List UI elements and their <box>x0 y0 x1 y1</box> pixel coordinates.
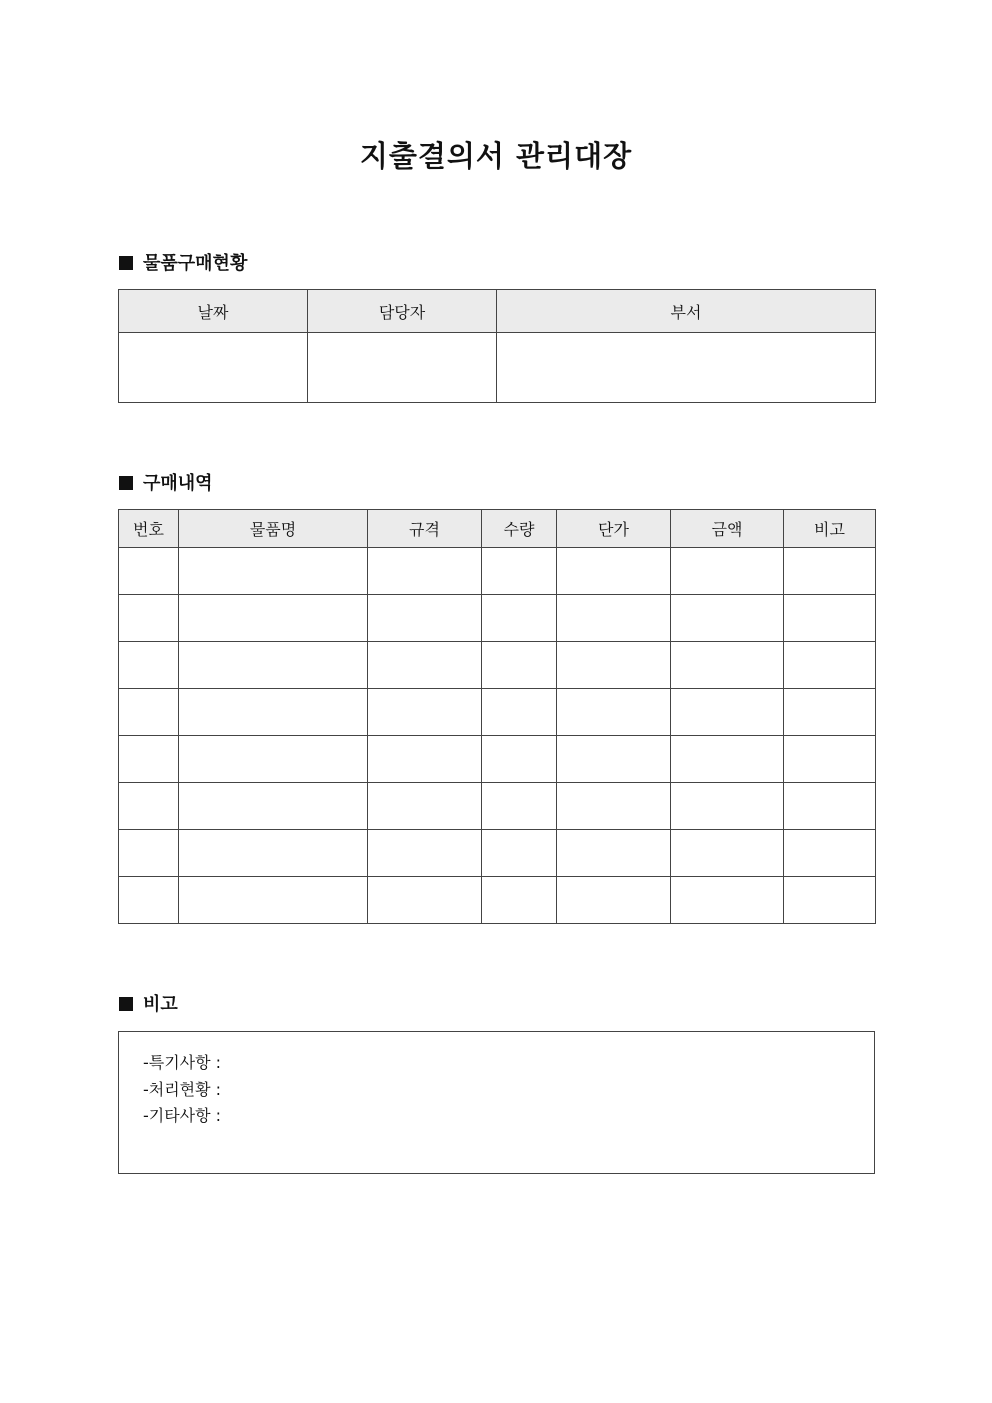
quantity-cell[interactable] <box>482 830 557 877</box>
remarks-list <box>119 1032 874 1130</box>
column-header-number: 번호 <box>119 510 179 548</box>
quantity-cell[interactable] <box>482 689 557 736</box>
remarks-special-notes: -특기사항 : <box>143 1053 222 1072</box>
spec-cell[interactable] <box>368 783 482 830</box>
amount-cell[interactable] <box>671 736 784 783</box>
quantity-cell[interactable] <box>482 595 557 642</box>
column-header-unit-price: 단가 <box>557 510 671 548</box>
remarks-box[interactable] <box>118 1031 875 1174</box>
note-cell[interactable] <box>784 689 876 736</box>
note-cell[interactable] <box>784 642 876 689</box>
number-cell[interactable] <box>119 689 179 736</box>
table-row <box>119 736 876 783</box>
number-cell[interactable] <box>119 595 179 642</box>
quantity-cell[interactable] <box>482 877 557 924</box>
number-cell[interactable] <box>119 877 179 924</box>
note-cell[interactable] <box>784 595 876 642</box>
remarks-heading-text: 비고 <box>143 994 178 1015</box>
item-name-cell[interactable] <box>179 642 368 689</box>
amount-cell[interactable] <box>671 877 784 924</box>
item-name-cell[interactable] <box>179 877 368 924</box>
spec-cell[interactable] <box>368 595 482 642</box>
square-bullet-icon <box>119 256 133 270</box>
spec-cell[interactable] <box>368 642 482 689</box>
purchase-details-heading-text: 구매내역 <box>143 473 213 494</box>
purchase-details-heading <box>119 471 213 497</box>
table-row <box>119 548 876 595</box>
quantity-cell[interactable] <box>482 736 557 783</box>
item-name-cell[interactable] <box>179 689 368 736</box>
item-name-cell[interactable] <box>179 783 368 830</box>
quantity-cell[interactable] <box>482 642 557 689</box>
document-title: 지출결의서 관리대장 <box>359 139 633 173</box>
quantity-cell[interactable] <box>482 548 557 595</box>
note-cell[interactable] <box>784 548 876 595</box>
table-row <box>119 689 876 736</box>
spec-cell[interactable] <box>368 689 482 736</box>
column-header-manager: 담당자 <box>308 290 497 333</box>
column-header-department: 부서 <box>497 290 876 333</box>
note-cell[interactable] <box>784 877 876 924</box>
unit-price-cell[interactable] <box>557 595 671 642</box>
amount-cell[interactable] <box>671 548 784 595</box>
column-header-quantity: 수량 <box>482 510 557 548</box>
column-header-date: 날짜 <box>119 290 308 333</box>
table-row <box>119 877 876 924</box>
unit-price-cell[interactable] <box>557 736 671 783</box>
department-cell[interactable] <box>497 333 876 403</box>
purchase-status-table <box>118 289 876 403</box>
unit-price-cell[interactable] <box>557 548 671 595</box>
note-cell[interactable] <box>784 783 876 830</box>
table-header-row <box>119 510 876 548</box>
spec-cell[interactable] <box>368 830 482 877</box>
number-cell[interactable] <box>119 642 179 689</box>
column-header-item-name: 물품명 <box>179 510 368 548</box>
table-row <box>119 333 876 403</box>
unit-price-cell[interactable] <box>557 689 671 736</box>
amount-cell[interactable] <box>671 830 784 877</box>
note-cell[interactable] <box>784 736 876 783</box>
number-cell[interactable] <box>119 548 179 595</box>
column-header-amount: 금액 <box>671 510 784 548</box>
square-bullet-icon <box>119 997 133 1011</box>
table-header-row <box>119 290 876 333</box>
unit-price-cell[interactable] <box>557 642 671 689</box>
item-name-cell[interactable] <box>179 830 368 877</box>
spec-cell[interactable] <box>368 877 482 924</box>
table-row <box>119 830 876 877</box>
unit-price-cell[interactable] <box>557 783 671 830</box>
remarks-processing-status: -처리현황 : <box>143 1079 222 1099</box>
quantity-cell[interactable] <box>482 783 557 830</box>
amount-cell[interactable] <box>671 689 784 736</box>
amount-cell[interactable] <box>671 783 784 830</box>
purchase-status-heading <box>119 251 247 277</box>
amount-cell[interactable] <box>671 595 784 642</box>
item-name-cell[interactable] <box>179 595 368 642</box>
date-cell[interactable] <box>119 333 308 403</box>
column-header-spec: 규격 <box>368 510 482 548</box>
table-row <box>119 595 876 642</box>
remarks-other-notes: -기타사항 : <box>143 1106 222 1125</box>
unit-price-cell[interactable] <box>557 830 671 877</box>
remarks-heading <box>119 992 178 1018</box>
number-cell[interactable] <box>119 783 179 830</box>
purchase-details-table <box>118 509 876 924</box>
purchase-status-heading-text: 물품구매현황 <box>143 253 248 274</box>
number-cell[interactable] <box>119 736 179 783</box>
spec-cell[interactable] <box>368 548 482 595</box>
item-name-cell[interactable] <box>179 548 368 595</box>
table-row <box>119 783 876 830</box>
amount-cell[interactable] <box>671 642 784 689</box>
number-cell[interactable] <box>119 830 179 877</box>
spec-cell[interactable] <box>368 736 482 783</box>
unit-price-cell[interactable] <box>557 877 671 924</box>
column-header-note: 비고 <box>784 510 876 548</box>
item-name-cell[interactable] <box>179 736 368 783</box>
manager-cell[interactable] <box>308 333 497 403</box>
square-bullet-icon <box>119 476 133 490</box>
table-row <box>119 642 876 689</box>
note-cell[interactable] <box>784 830 876 877</box>
